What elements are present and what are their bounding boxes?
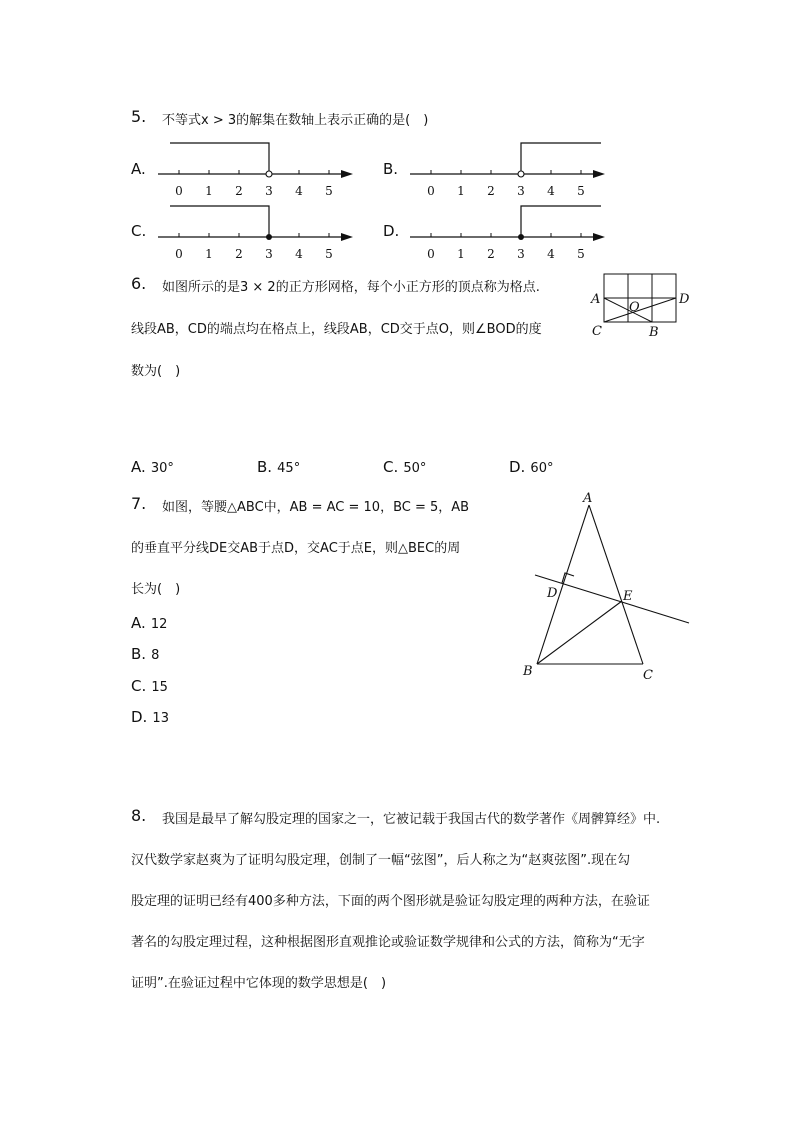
- label-e: E: [623, 589, 633, 604]
- closed-point: [266, 234, 272, 240]
- side-ac: [589, 505, 643, 664]
- tick-label: 1: [457, 247, 465, 261]
- q6-option-b-value: 45°: [277, 461, 301, 476]
- open-point: [266, 171, 272, 177]
- tick-label: 0: [175, 184, 183, 198]
- q7-option-d-letter: D.: [131, 708, 148, 726]
- tick-label: 5: [325, 247, 333, 261]
- q5-option-c-letter[interactable]: C.: [131, 222, 147, 240]
- q7-option-a[interactable]: [131, 613, 167, 632]
- q5-option-b-letter[interactable]: B.: [383, 160, 399, 178]
- tick-label: 1: [205, 184, 213, 198]
- q6-stem-line-2: 线段AB，CD的端点均在格点上，线段AB，CD交于点O，则∠BOD的度: [131, 322, 542, 337]
- tick-label: 3: [517, 247, 525, 261]
- tick-marks: [179, 170, 329, 174]
- q5-option-d-letter[interactable]: D.: [383, 222, 400, 240]
- tick-marks: [179, 233, 329, 237]
- q7-option-a-value: 12: [150, 617, 168, 632]
- tick-label: 2: [235, 247, 243, 261]
- q5-option-d-number-line: [407, 203, 617, 267]
- tick-label: 2: [235, 184, 243, 198]
- q8-stem-line-2: 汉代数学家赵爽为了证明勾股定理，创制了一幅“弦图”，后人称之为“赵爽弦图”.现在勾: [131, 853, 631, 868]
- label-o: O: [629, 300, 640, 315]
- tick-label: 3: [265, 184, 273, 198]
- q8-stem-line-3: 股定理的证明已经有400多种方法，下面的两个图形就是验证勾股定理的两种方法，在验证: [131, 894, 650, 909]
- q8-stem-line-1: 我国是最早了解勾股定理的国家之一，它被记载于我国古代的数学著作《周髀算经》中.: [162, 812, 661, 827]
- tick-label: 0: [175, 247, 183, 261]
- q6-option-c[interactable]: [383, 457, 426, 476]
- label-a: A: [591, 292, 601, 307]
- q5-option-a-number-line: [155, 140, 365, 204]
- q7-triangle-figure: [515, 488, 700, 683]
- q6-option-b-letter: B.: [257, 458, 273, 476]
- q5-option-a-letter[interactable]: A.: [131, 160, 146, 178]
- tick-label: 1: [457, 184, 465, 198]
- q7-option-a-letter: A.: [131, 614, 146, 632]
- axis-arrow: [593, 170, 605, 178]
- q6-option-d[interactable]: [509, 457, 553, 476]
- q7-option-b-letter: B.: [131, 645, 147, 663]
- segment-be: [537, 601, 622, 664]
- label-a: A: [583, 491, 593, 506]
- q6-grid-figure: [585, 268, 700, 343]
- q8-number: 8.: [131, 806, 147, 825]
- axis-arrow: [341, 233, 353, 241]
- tick-label: 3: [265, 247, 273, 261]
- solution-bracket: [170, 143, 269, 171]
- solution-bracket: [170, 206, 269, 234]
- label-d: D: [679, 292, 690, 307]
- q7-stem-line-1: 如图，等腰△ABC中，AB = AC = 10，BC = 5，AB: [162, 500, 470, 515]
- label-b: B: [649, 325, 659, 340]
- label-d: D: [547, 586, 558, 601]
- q5-option-c-number-line: [155, 203, 365, 267]
- tick-label: 0: [427, 184, 435, 198]
- tick-label: 2: [487, 247, 495, 261]
- solution-bracket: [521, 143, 601, 171]
- tick-label: 4: [295, 184, 303, 198]
- q7-option-b[interactable]: [131, 644, 159, 663]
- q7-stem-line-3: 长为( ): [131, 582, 181, 597]
- axis-arrow: [341, 170, 353, 178]
- q5-number: 5.: [131, 107, 147, 126]
- tick-label: 4: [547, 247, 555, 261]
- tick-label: 5: [577, 184, 585, 198]
- q6-option-d-letter: D.: [509, 458, 526, 476]
- tick-label: 4: [547, 184, 555, 198]
- q6-option-c-value: 50°: [403, 461, 427, 476]
- tick-label: 3: [517, 184, 525, 198]
- tick-label: 4: [295, 247, 303, 261]
- tick-label: 5: [325, 184, 333, 198]
- tick-marks: [431, 233, 581, 237]
- closed-point: [518, 234, 524, 240]
- tick-label: 0: [427, 247, 435, 261]
- q5-stem: 不等式x > 3的解集在数轴上表示正确的是( ): [162, 113, 429, 128]
- q8-stem-line-4: 著名的勾股定理过程，这种根据图形直观推论或验证数学规律和公式的方法，简称为“无字: [131, 935, 645, 950]
- label-b: B: [523, 664, 533, 679]
- q7-option-c[interactable]: [131, 676, 168, 695]
- label-c: C: [643, 668, 653, 683]
- q7-option-d[interactable]: [131, 707, 169, 726]
- open-point: [518, 171, 524, 177]
- tick-label: 1: [205, 247, 213, 261]
- q6-option-d-value: 60°: [530, 461, 554, 476]
- label-c: C: [592, 324, 602, 339]
- solution-bracket: [521, 206, 601, 234]
- tick-label: 5: [577, 247, 585, 261]
- side-ab: [537, 505, 589, 664]
- q7-option-c-letter: C.: [131, 677, 147, 695]
- q6-option-a[interactable]: [131, 457, 174, 476]
- axis-arrow: [593, 233, 605, 241]
- tick-marks: [431, 170, 581, 174]
- segment-cd: [604, 298, 676, 322]
- q7-stem-line-2: 的垂直平分线DE交AB于点D，交AC于点E，则△BEC的周: [131, 541, 461, 556]
- q6-number: 6.: [131, 274, 147, 293]
- q6-option-a-letter: A.: [131, 458, 146, 476]
- square-grid: [604, 274, 676, 322]
- tick-label: 2: [487, 184, 495, 198]
- q6-stem-line-3: 数为( ): [131, 364, 181, 379]
- q7-number: 7.: [131, 494, 147, 513]
- q8-stem-line-5: 证明”.在验证过程中它体现的数学思想是( ): [131, 976, 387, 991]
- q6-option-a-value: 30°: [150, 461, 174, 476]
- q6-option-c-letter: C.: [383, 458, 399, 476]
- q6-stem-line-1: 如图所示的是3 × 2的正方形网格，每个小正方形的顶点称为格点.: [162, 280, 540, 295]
- q7-option-c-value: 15: [151, 680, 168, 695]
- q6-option-b[interactable]: [257, 457, 300, 476]
- q5-option-b-number-line: [407, 140, 617, 204]
- q7-option-b-value: 8: [151, 648, 160, 663]
- q7-option-d-value: 13: [152, 711, 169, 726]
